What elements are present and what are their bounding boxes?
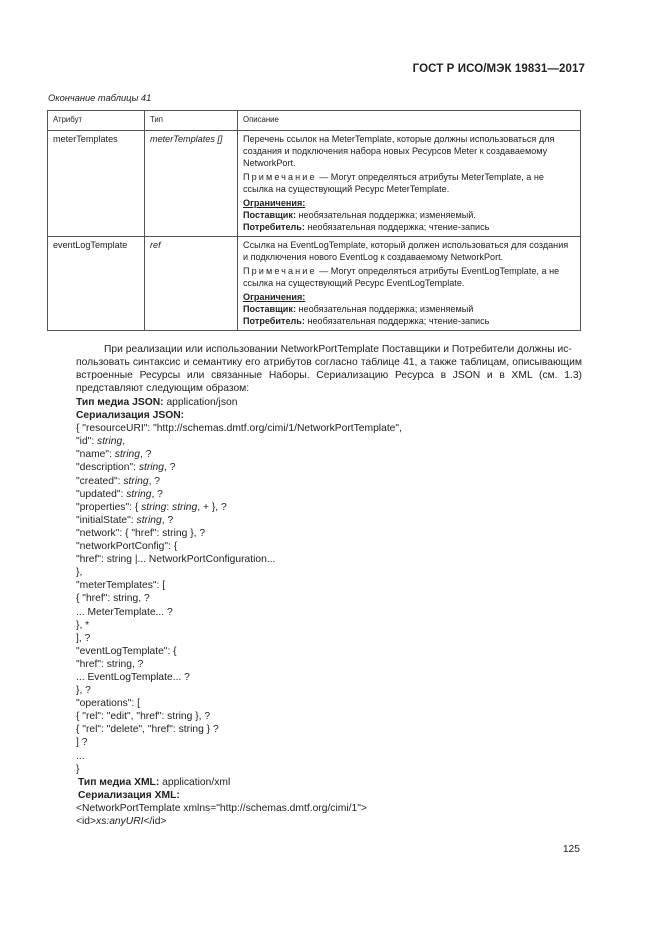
code-line: ... MeterTemplate... ? bbox=[76, 606, 173, 618]
code-line: "initialState": string, ? bbox=[76, 514, 174, 526]
note bbox=[243, 265, 575, 289]
paragraph-continuation: пользовать синтаксис и семантику его атрибутов согласно таблице 41, а также таблицам, описывающим встроенные Ресурсы или связанные Наборы. Сериализацию Ресурса в JSON и в XML (см. 1.3) представляют следующим образом: bbox=[76, 357, 582, 395]
limits-label: Ограничения: bbox=[243, 198, 306, 208]
code-line: "description": string, ? bbox=[76, 462, 176, 474]
json-media-value: application/json bbox=[163, 397, 238, 408]
code-line: <id>xs:anyURI</id> bbox=[76, 816, 167, 827]
attribute-description bbox=[238, 237, 581, 331]
code-line: "network": { "href": string }, ? bbox=[76, 527, 206, 539]
consumer-line bbox=[243, 315, 575, 327]
provider-text: необязательная поддержка; изменяемый. bbox=[295, 210, 476, 220]
code-line: ] ? bbox=[76, 737, 88, 749]
note bbox=[243, 171, 575, 195]
paragraph-first-line: При реализации или использовании NetworkPortTemplate Поставщики и Потребители должны ис- bbox=[104, 344, 572, 355]
attribute-name: meterTemplates bbox=[48, 131, 145, 237]
provider-line bbox=[243, 303, 575, 315]
code-line: { "rel": "edit", "href": string }, ? bbox=[76, 711, 211, 723]
xml-serialization-label: Сериализация XML: bbox=[78, 789, 180, 801]
column-header-description: Описание bbox=[238, 111, 581, 131]
code-line: ], ? bbox=[76, 632, 91, 644]
attributes-table bbox=[47, 110, 581, 331]
code-line: "operations": [ bbox=[76, 698, 140, 710]
provider-line bbox=[243, 209, 575, 221]
code-line: { "rel": "delete", "href": string } ? bbox=[76, 724, 219, 736]
standard-designation: ГОСТ Р ИСО/МЭК 19831—2017 bbox=[412, 63, 585, 75]
table-caption: Окончание таблицы 41 bbox=[48, 93, 152, 103]
description-text: Перечень ссылок на MeterTemplate, которые должны использоваться для создания и подключения набора новых Ресурсов Meter к создаваемому NetworkPort. bbox=[243, 134, 555, 168]
code-line: "properties": { string: string, + }, ? bbox=[76, 501, 227, 513]
code-line: "networkPortConfig": { bbox=[76, 541, 178, 553]
column-header-attribute: Атрибут bbox=[48, 111, 145, 131]
note-label: Примечание bbox=[243, 266, 317, 276]
json-media-label: Тип медиа JSON: bbox=[76, 397, 164, 408]
code-line: }, * bbox=[76, 619, 90, 631]
code-line: "name": string, ? bbox=[76, 449, 152, 461]
code-line: "meterTemplates": [ bbox=[76, 580, 166, 592]
code-line: } bbox=[76, 763, 80, 775]
xml-media-type bbox=[76, 776, 581, 789]
consumer-text: необязательная поддержка; чтение-запись bbox=[304, 222, 490, 232]
code-line: }, bbox=[76, 567, 83, 579]
attribute-type: ref bbox=[145, 237, 238, 331]
code-line: { "href": string, ? bbox=[76, 593, 150, 605]
consumer-line bbox=[243, 221, 575, 233]
xml-media-label: Тип медиа XML: bbox=[78, 776, 160, 788]
provider-text: необязательная поддержка; изменяемый bbox=[295, 304, 474, 314]
body-paragraph bbox=[76, 343, 582, 395]
provider-label: Поставщик: bbox=[243, 304, 296, 314]
limits-label: Ограничения: bbox=[243, 292, 306, 302]
code-line: ... EventLogTemplate... ? bbox=[76, 671, 190, 683]
code-line: "id": string, bbox=[76, 436, 126, 448]
json-media-type bbox=[76, 396, 581, 409]
note-text: — Могут определяться атрибуты EventLogTemplate, а не ссылка на существующий Ресурс EventLogTemplate. bbox=[243, 266, 560, 288]
code-line: }, ? bbox=[76, 685, 91, 697]
code-line: "updated": string, ? bbox=[76, 488, 163, 500]
code-line: "href": string, ? bbox=[76, 658, 144, 670]
consumer-text: необязательная поддержка; чтение-запись bbox=[304, 316, 490, 326]
attribute-name: eventLogTemplate bbox=[48, 237, 145, 331]
table-header-row bbox=[48, 111, 581, 131]
code-line: "href": string |... NetworkPortConfiguration... bbox=[76, 554, 276, 566]
consumer-label: Потребитель: bbox=[243, 316, 305, 326]
description-text: Ссылка на EventLogTemplate, который должен использоваться для создания и подключения нового EventLog к создаваемому NetworkPort. bbox=[243, 240, 569, 262]
json-serialization-label: Сериализация JSON: bbox=[76, 410, 185, 422]
consumer-label: Потребитель: bbox=[243, 222, 305, 232]
attribute-description bbox=[238, 131, 581, 237]
page-number: 125 bbox=[562, 844, 580, 855]
code-line: ... bbox=[76, 750, 85, 762]
serialization-listing bbox=[76, 396, 581, 828]
attribute-type: meterTemplates [] bbox=[145, 131, 238, 237]
column-header-type: Тип bbox=[145, 111, 238, 131]
code-line: { "resourceURI": "http://schemas.dmtf.org/cimi/1/NetworkPortTemplate", bbox=[76, 423, 402, 435]
note-label: Примечание bbox=[243, 172, 317, 182]
table-row bbox=[48, 131, 581, 237]
code-line: "created": string, ? bbox=[76, 475, 161, 487]
code-line: <NetworkPortTemplate xmlns="http://schemas.dmtf.org/cimi/1"> bbox=[76, 802, 367, 814]
code-line: "eventLogTemplate": { bbox=[76, 645, 177, 657]
note-text: — Могут определяться атрибуты MeterTemplate, а не ссылка на существующий Ресурс MeterTemplate. bbox=[243, 172, 544, 194]
table-row bbox=[48, 237, 581, 331]
provider-label: Поставщик: bbox=[243, 210, 296, 220]
xml-media-value: application/xml bbox=[159, 776, 231, 788]
